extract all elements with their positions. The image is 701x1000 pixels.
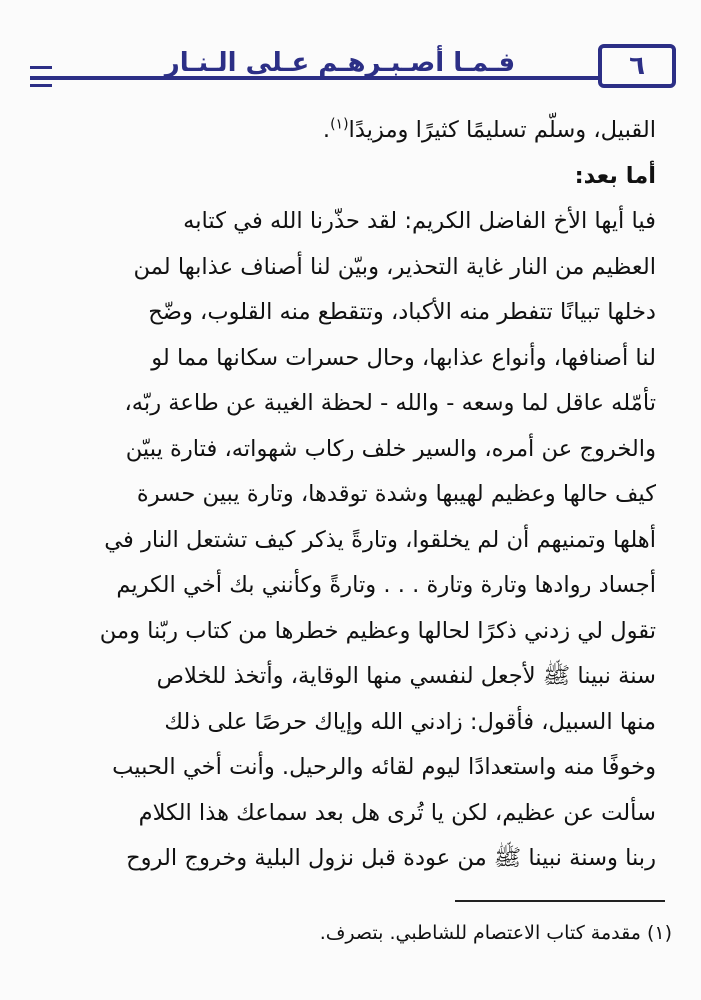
- footnote-reference[interactable]: (١): [330, 116, 349, 133]
- text-line-14: منها السبيل، فأقول: زادني الله وإياك حرصًا على ذلك: [164, 708, 656, 735]
- text-line-15: وخوفًا منه واستعدادًا ليوم لقائه والرحيل. وأنت أخي الحبيب: [112, 754, 656, 780]
- text-line-7: تأمّله عاقل لما وسعه - والله - لحظة الغيبة عن طاعة ربّه،: [124, 390, 656, 416]
- text-line-10: أهلها وتمنيهم أن لم يخلقوا، وتارةً يذكر كيف تشتعل النار في: [104, 526, 656, 553]
- text-line-16: سألت عن عظيم، لكن يا تُرى هل بعد سماعك هذا الكلام: [138, 799, 656, 826]
- page-number: ٦: [598, 44, 676, 88]
- text-line-3: فيا أيها الأخ الفاضل الكريم: لقد حذّرنا الله في كتابه: [183, 208, 656, 234]
- text-line-6: لنا أصنافها، وأنواع عذابها، وحال حسرات سكانها مما لو: [151, 344, 656, 371]
- section-heading: أما بعد:: [574, 162, 656, 189]
- footnote: (١) مقدمة كتاب الاعتصام للشاطبي. بتصرف.: [319, 922, 672, 944]
- text-line-11: أجساد روادها وتارة وتارة . . . وتارةً وكأنني بك أخي الكريم: [116, 572, 656, 598]
- text-line-5: دخلها تبيانًا تتفطر منه الأكباد، وتتقطع منه القلوب، وضّح: [148, 299, 656, 325]
- text-line-13: سنة نبينا ﷺ لأجعل لنفسي منها الوقاية، وأتخذ للخلاص: [156, 663, 656, 689]
- text-line-17: ربنا وسنة نبينا ﷺ من عودة قبل نزول البلية وخروج الروح: [126, 845, 656, 871]
- header-mark-bottom: [30, 84, 52, 87]
- text-line-12: تقول لي زدني ذكرًا لحالها وعظيم خطرها من كتاب ربّنا ومن: [99, 617, 656, 644]
- text-line-8: والخروج عن أمره، والسير خلف ركاب شهواته، فتارة يبيّن: [125, 435, 656, 462]
- chapter-title: فـمـا أصـبـرهـم عـلى الـنـار: [164, 48, 516, 78]
- text-line-4: العظيم من النار غاية التحذير، وبيّن لنا أصناف عذابها لمن: [133, 253, 656, 280]
- header-mark-top: [30, 66, 52, 69]
- text-line-9: كيف حالها وعظيم لهيبها وشدة توقدها، وتارة يبين حسرة: [136, 481, 656, 507]
- text-line-1: القبيل، وسلّم تسليمًا كثيرًا ومزيدًا$^{(١)}$.: [322, 116, 656, 143]
- main-text: [60, 108, 656, 882]
- footnote-separator: [455, 900, 665, 902]
- page-header: [30, 36, 678, 116]
